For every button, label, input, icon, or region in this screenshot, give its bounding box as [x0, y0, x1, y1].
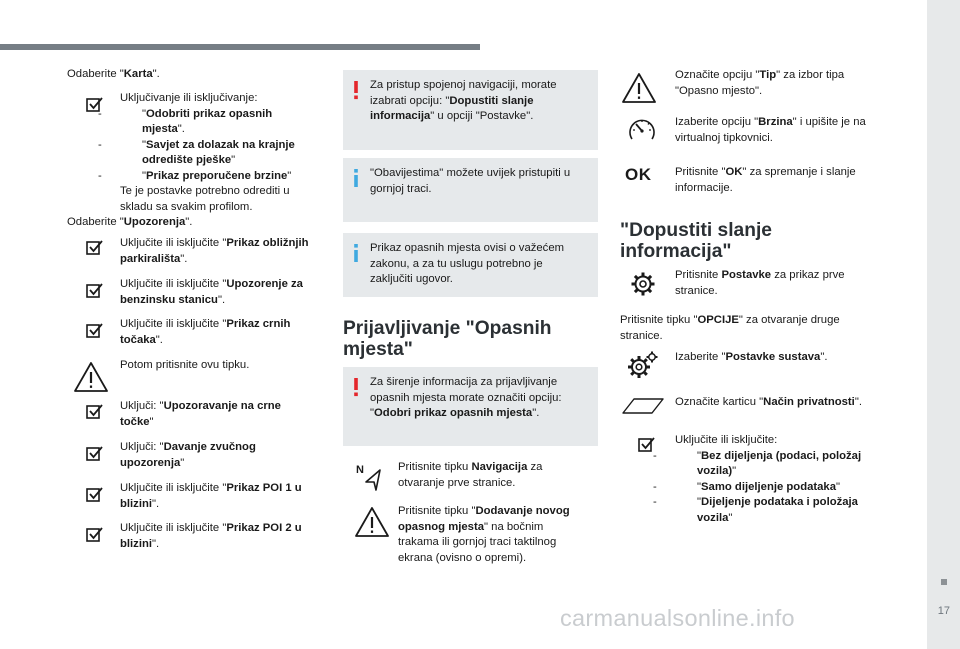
fuel-station-option: Uključite ili isključite "Upozorenje za benzinsku stanicu". — [120, 278, 303, 306]
checkbox-icon — [86, 323, 103, 339]
page-number: 17 — [937, 605, 950, 617]
step-navigation: Pritisnite tipku Navigacija za otvaranje prve stranice. — [398, 461, 543, 489]
press-key-text: Potom pritisnite ovu tipku. — [120, 359, 250, 371]
black-spot-warning-option: Uključi: "Upozoravanje na crne točke" — [120, 400, 281, 428]
navigation-arrow-icon — [356, 462, 384, 492]
right-margin-strip — [927, 0, 960, 649]
step-privacy-tab: Označite karticu "Način privatnosti". — [675, 396, 862, 408]
warning-triangle-icon — [621, 72, 657, 104]
parking-option: Uključite ili isključite "Prikaz obližnjih parkirališta". — [120, 237, 309, 265]
step-settings: Pritisnite Postavke za prikaz prve stranice. — [675, 269, 845, 297]
intro-upozorenja: Odaberite "Upozorenja". — [67, 216, 193, 228]
intro-karta: Odaberite "Karta". — [67, 68, 160, 80]
watermark: carmanualsonline.info — [560, 605, 795, 631]
gear-icon — [630, 271, 656, 297]
poi2-option: Uključite ili isključite "Prikaz POI 2 u blizini". — [120, 522, 302, 550]
warning-note-report: Za širenje informacija za prijavljivanje opasnih mjesta morate označiti opciju: "Odobri prikaz opasnih mjesta". — [343, 367, 598, 446]
warning-triangle-icon — [354, 506, 390, 538]
speedometer-icon — [627, 115, 657, 145]
step-ok: Pritisnite "OK" za spremanje i slanje informacije. — [675, 166, 856, 194]
checkbox-icon — [86, 487, 103, 503]
tab-icon — [622, 397, 664, 415]
checkbox-icon — [86, 446, 103, 462]
warning-triangle-icon — [73, 361, 109, 393]
intro-options: Pritisnite tipku "OPCIJE" za otvaranje druge stranice. — [620, 314, 840, 342]
info-note-notifications: "Obavijestima" možete uvijek pristupiti u gornjoj traci. — [343, 158, 598, 222]
black-spots-option: Uključite ili isključite "Prikaz crnih točaka". — [120, 318, 291, 346]
privacy-options-list: Uključite ili isključite: - "Bez dijeljenja (podaci, položaj vozila)" - "Samo dijeljenje podataka" - "Dijeljenje podataka i položaja vozila" — [653, 434, 862, 524]
sound-warning-option: Uključi: "Davanje zvučnog upozorenja" — [120, 441, 256, 469]
info-mark-icon — [351, 243, 361, 263]
section-heading-allow-sending: "Dopustiti slanje informacija" — [620, 220, 772, 262]
checkbox-icon — [86, 283, 103, 299]
top-accent-bar — [0, 44, 480, 50]
info-mark-icon — [351, 168, 361, 188]
step-add-danger: Pritisnite tipku "Dodavanje novog opasnog mjesta" na bočnim trakama ili gornjoj traci taktilnog ekrana (ovisno o opremi). — [398, 505, 570, 564]
warning-note-connected-nav: Za pristup spojenoj navigaciji, morate izabrati opciju: "Dopustiti slanje informacija" u opciji "Postavke". — [343, 70, 598, 150]
svg-text:N: N — [356, 464, 364, 476]
ok-key-icon: OK — [625, 165, 652, 184]
warning-mark-icon — [351, 377, 361, 397]
checkbox-icon — [86, 240, 103, 256]
checkbox-icon — [86, 527, 103, 543]
step-system-settings: Izaberite "Postavke sustava". — [675, 351, 828, 363]
map-options-list: Uključivanje ili isključivanje: - "Odobriti prikaz opasnih mjesta". - "Savjet za dolazak na krajnje odredište pješke" - "Prikaz preporučene brzine" Te je postavke potrebno odrediti u skladu sa svakim profilom. — [98, 92, 295, 213]
step-type: Označite opciju "Tip" za izbor tipa "Opasno mjesto". — [675, 69, 845, 97]
section-heading-report-danger: Prijavljivanje "Opasnih mjesta" — [343, 318, 552, 360]
warning-mark-icon — [351, 80, 361, 100]
checkbox-icon — [86, 404, 103, 420]
step-speed: Izaberite opciju "Brzina" i upišite je na virtualnoj tipkovnici. — [675, 116, 866, 144]
system-settings-gears-icon — [625, 351, 659, 381]
info-note-legal: Prikaz opasnih mjesta ovisi o važećem zakonu, a za tu uslugu potrebno je zaključiti ugovor. — [343, 233, 598, 297]
continue-marker — [941, 579, 947, 585]
poi1-option: Uključite ili isključite "Prikaz POI 1 u blizini". — [120, 482, 302, 510]
